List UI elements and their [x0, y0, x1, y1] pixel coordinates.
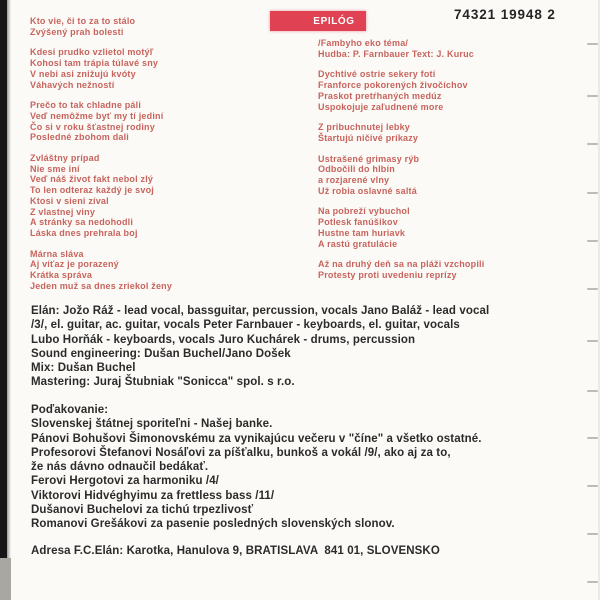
crop-mark-icon — [587, 390, 598, 392]
lyric-line: Odbočili do hlbín — [318, 164, 395, 175]
lyric-line: Ktosi v sieni zíval — [30, 195, 109, 206]
lyric-line: Potlesk fanúšikov — [318, 217, 398, 228]
lyric-line: V nebi asi znižujú kvóty — [30, 68, 136, 79]
left-spine-bar — [0, 0, 7, 600]
lyric-line: Veď náš život fakt nebol zlý — [30, 174, 154, 185]
lyric-line: Štartujú ničivé príkazy — [318, 132, 419, 143]
lyric-line: Prečo to tak chladne páli — [30, 100, 142, 111]
lyric-line: Posledné zbohom dali — [30, 132, 130, 143]
thanks-line: Slovenskej štátnej sporiteľni - Našej banke. — [31, 418, 273, 431]
credits-block — [31, 304, 591, 390]
lyric-line: Kohosi tam trápia túlavé sny — [30, 58, 159, 69]
crop-mark-icon — [587, 288, 598, 290]
lyric-line: To len odteraz každý je svoj — [30, 185, 154, 196]
lyric-line: Veď nemôžme byť my tí jediní — [30, 110, 164, 121]
thanks-line: Pánovi Bohušovi Šimonovskému za vynikajúcu večeru v "číne" a všetko ostatné. — [31, 432, 482, 445]
thanks-line: Profesorovi Štefanovi Nosáľovi za píšťalku, bunkoš a vokál /9/, ako aj za to, — [31, 446, 451, 459]
lyric-line: A rastú gratulácie — [318, 238, 398, 249]
lyric-line: Na pobreží vybuchol — [318, 206, 410, 217]
lyric-line: a rozjarené vlny — [318, 175, 390, 186]
crop-mark-icon — [587, 192, 598, 194]
lyric-line: Až na druhý deň sa na pláži vzchopili — [318, 259, 485, 270]
thanks-line: Ferovi Hergotovi za harmoniku /4/ — [31, 475, 219, 488]
lyric-line: A stránky sa nedohodli — [30, 217, 134, 228]
thanks-line: že nás dávno odnaučil bedákať. — [31, 461, 209, 474]
lyrics-column-left — [30, 16, 270, 301]
lyric-stanza — [30, 100, 270, 143]
catalog-number: 74321 19948 2 — [454, 7, 556, 22]
lyric-line: Ustrašené grimasy rýb — [318, 153, 420, 164]
lyric-line: Hustne tam huriavk — [318, 227, 406, 238]
lyric-stanza — [318, 69, 578, 112]
crop-mark-icon — [587, 533, 598, 535]
credit-line: Mastering: Juraj Štubniak "Sonicca" spol. s r.o. — [31, 376, 295, 389]
crop-mark-icon — [587, 240, 598, 242]
lyric-stanza — [30, 47, 270, 90]
thanks-line: Poďakovanie: — [31, 404, 109, 416]
lyric-line: Z vlastnej viny — [30, 206, 96, 217]
credit-line: Mix: Dušan Buchel — [31, 362, 136, 375]
lyric-line: /Fambyho eko téma/ — [318, 38, 409, 48]
crop-mark-icon — [587, 340, 598, 342]
lyric-stanza — [30, 153, 270, 239]
thanks-block — [31, 403, 591, 532]
lyric-stanza — [30, 249, 270, 292]
lyric-line: Zvláštny prípad — [30, 153, 100, 164]
crop-mark-icon — [587, 43, 598, 45]
lyric-stanza — [318, 154, 578, 197]
left-spine-shadow — [7, 0, 11, 600]
lyric-line: Nie sme iní — [30, 163, 80, 174]
credit-line: Sound engineering: Dušan Buchel/Jano Došek — [31, 347, 291, 360]
lyric-line: Čo si v roku šťastnej rodiny — [30, 121, 155, 132]
lyric-line: Z pribuchnutej lebky — [318, 122, 411, 133]
lyric-line: Kto vie, či to za to stálo — [30, 16, 136, 26]
thanks-line: Romanovi Grešákovi za pasenie posledných slovenských slonov. — [31, 518, 395, 531]
lyric-line: Váhavých nežností — [30, 79, 115, 90]
lyric-stanza — [318, 206, 578, 249]
lyric-line: Láska dnes prehrala boj — [30, 227, 138, 238]
epilog-banner — [270, 11, 366, 31]
lyric-line: Jeden muž sa dnes zriekol ženy — [30, 280, 173, 291]
lyric-line: Krátka správa — [30, 270, 93, 281]
lyric-stanza — [318, 259, 578, 280]
credit-line: /3/, el. guitar, ac. guitar, vocals Peter Farnbauer - keyboards, el. guitar, vocals — [31, 319, 460, 332]
lyric-line: Márna sláva — [30, 248, 84, 259]
crop-mark-icon — [587, 581, 598, 583]
lyric-line: Dychtivé ostrie sekery fotí — [318, 69, 436, 80]
lyric-line: Zvýšený prah bolesti — [30, 26, 124, 37]
epilog-banner-label: EPILÓG — [313, 15, 355, 27]
lyric-line: Kdesi prudko vzlietol motýľ — [30, 47, 154, 58]
thanks-line: Viktorovi Hidvéghyimu za frettless bass /11/ — [31, 489, 275, 502]
lyric-line: Už robia oslavné saltá — [318, 185, 417, 196]
lyric-stanza — [318, 122, 578, 143]
lyrics-column-right — [318, 38, 578, 291]
lyric-line: Franforce pokorených živočíchov — [318, 80, 468, 91]
crop-mark-icon — [587, 95, 598, 97]
address-line: Adresa F.C.Elán: Karotka, Hanulova 9, BRATISLAVA 841 01, SLOVENSKO — [31, 545, 440, 557]
thanks-line: Dušanovi Buchelovi za tichú trpezlivosť — [31, 504, 254, 517]
crop-mark-icon — [587, 437, 598, 439]
lyric-line: Protesty proti uvedeniu reprízy — [318, 269, 457, 280]
lyric-stanza — [30, 16, 270, 37]
crop-mark-icon — [587, 143, 598, 145]
lyric-line: Aj víťaz je porazený — [30, 259, 119, 270]
left-spine-foot — [0, 558, 11, 600]
lyric-stanza — [318, 38, 578, 59]
crop-mark-icon — [587, 485, 598, 487]
credit-line: Lubo Horňák - keyboards, vocals Juro Kuchárek - drums, percussion — [31, 333, 416, 346]
credit-line: Elán: Jožo Ráž - lead vocal, bassguitar, percussion, vocals Jano Baláž - lead vocal — [31, 305, 490, 317]
lyric-line: Uspokojuje zaľudnené more — [318, 101, 444, 112]
lyric-line: Praskot pretŕhaných medúz — [318, 90, 442, 101]
lyric-line: Hudba: P. Farnbauer Text: J. Kuruc — [318, 48, 474, 59]
